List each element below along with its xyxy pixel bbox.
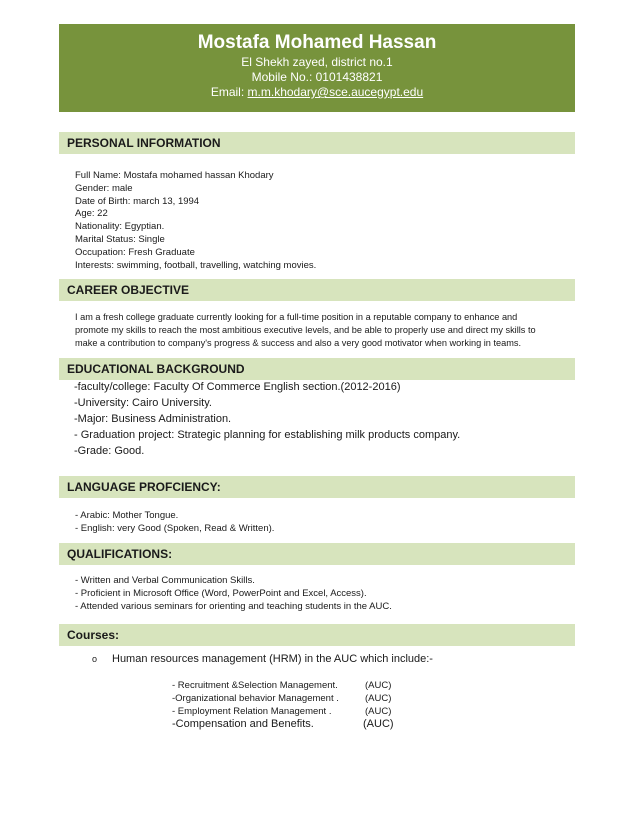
email-link[interactable]: m.m.khodary@sce.aucegypt.edu [247,85,424,99]
course-item-tag: (AUC) [365,693,392,704]
candidate-name: Mostafa Mohamed Hassan [197,32,437,53]
career-objective-text [75,311,536,349]
qualification-item: - Attended various seminars for orienting and teaching students in the AUC. [75,600,392,612]
personal-age: Age: 22 [75,208,108,220]
personal-info-list [75,170,316,272]
personal-interests: Interests: swimming, football, travelling, watching movies. [75,259,317,271]
personal-marital-status: Marital Status: Single [75,233,165,245]
course-item-name: - Employment Relation Management . [172,706,332,717]
language-list [75,510,274,536]
course-item-name: -Compensation and Benefits. [172,718,314,730]
resume-header [59,24,575,112]
course-item-name: - Recruitment &Selection Management. [172,680,338,691]
email-line [59,85,575,100]
career-line: promote my skills to reach the most ambitious executive levels, and be able to properly use and direct my skills to [75,324,536,335]
course-heading: Human resources management (HRM) in the AUC which include:- [112,653,433,665]
address: El Shekh zayed, district no.1 [241,55,393,69]
course-item-name: -Organizational behavior Management . [172,693,339,704]
course-item-tag: (AUC) [365,706,392,717]
education-grade: -Grade: Good. [74,445,145,457]
section-language-proficiency: LANGUAGE PROFCIENCY: [59,476,575,498]
language-arabic: - Arabic: Mother Tongue. [75,510,179,521]
course-heading-row [92,652,433,666]
section-personal-information: PERSONAL INFORMATION [59,132,575,154]
personal-nationality: Nationality: Egyptian. [75,221,165,233]
section-educational-background: EDUCATIONAL BACKGROUND [59,358,575,380]
career-line: make a contribution to company's progress & success and also a very good motivator when working in teams. [75,337,522,348]
qualification-item: - Written and Verbal Communication Skills. [75,575,255,586]
section-courses: Courses: [59,624,575,646]
email-label: Email: [210,85,248,99]
education-graduation-project: - Graduation project: Strategic planning for establishing milk products company. [74,429,461,441]
course-item-tag: (AUC) [363,718,394,730]
course-item-tag: (AUC) [365,680,392,691]
personal-date-of-birth: Date of Birth: march 13, 1994 [75,195,200,207]
qualifications-list [75,575,392,613]
personal-occupation: Occupation: Fresh Graduate [75,246,195,258]
personal-gender: Gender: male [75,182,133,194]
section-qualifications: QUALIFICATIONS: [59,543,575,565]
education-list [74,379,460,459]
personal-full-name: Full Name: Mostafa mohamed hassan Khodary [75,170,274,181]
section-career-objective: CAREER OBJECTIVE [59,279,575,301]
education-university: -University: Cairo University. [74,397,212,409]
language-english: - English: very Good (Spoken, Read & Written). [75,522,275,534]
bullet-icon: o [92,654,98,664]
career-line: I am a fresh college graduate currently looking for a full-time position in a reputable company to enhance and [75,312,518,322]
education-faculty: -faculty/college: Faculty Of Commerce English section.(2012-2016) [74,381,401,393]
education-major: -Major: Business Administration. [74,413,232,425]
mobile-number: Mobile No.: 0101438821 [251,70,383,84]
qualification-item: - Proficient in Microsoft Office (Word, PowerPoint and Excel, Access). [75,587,367,599]
